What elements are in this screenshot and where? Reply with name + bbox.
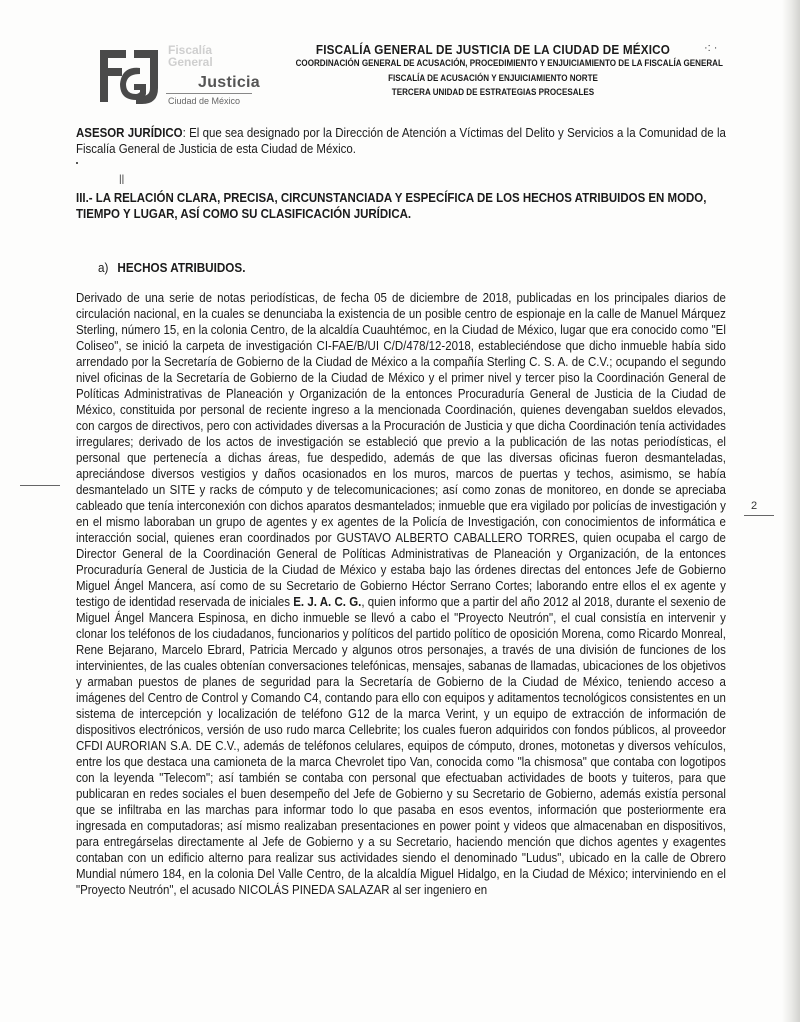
scan-marks: ·: · xyxy=(704,42,718,54)
logo-separator xyxy=(166,93,252,94)
fgj-emblem-icon xyxy=(96,44,164,108)
scan-edge-shadow xyxy=(782,0,800,1022)
witness-initials: E. J. A. C. G. xyxy=(293,594,362,609)
right-margin-line xyxy=(744,515,774,516)
stray-mark xyxy=(76,162,78,164)
subsection-heading xyxy=(98,260,245,275)
header-line-2: FISCALÍA DE ACUSACIÓN Y ENJUICIAMIENTO NORTE xyxy=(388,72,598,84)
asesor-text: : El que sea designado por la Dirección de Atención a Víctimas del Delito y Servicios a la Comunidad de la Fiscalía General de Justicia de esta Ciudad de México. xyxy=(76,125,726,156)
asesor-juridico-paragraph xyxy=(76,125,726,157)
header-title: FISCALÍA GENERAL DE JUSTICIA DE LA CIUDAD DE MÉXICO xyxy=(315,42,671,57)
logo-faded-text: Fiscalía General xyxy=(168,43,213,69)
section-heading: III.- LA RELACIÓN CLARA, PRECISA, CIRCUNSTANCIADA Y ESPECÍFICA DE LOS HECHOS ATRIBUIDOS EN MODO, TIEMPO Y LUGAR, ASÍ COMO SU CLASIFICACIÓN JURÍDICA. xyxy=(76,190,707,221)
subsection-title: HECHOS ATRIBUIDOS. xyxy=(117,260,246,275)
tick-mark: || xyxy=(119,174,125,185)
body-text-part-1: Derivado de una serie de notas periodísticas, de fecha 05 de diciembre de 2018, publicadas en los principales diarios de circulación nacional, en la cuales se denunciaba la existencia de un posible centro de espionaje en la calle de Manuel Márquez Sterling, número 15, en la colonia Centro, de la alcaldía Cuauhtémoc, en la Ciudad de México, lugar que era conocido como "El Coliseo", se inició la carpeta de investigación CI-FAE/B/UI C/D/478/12-2018, estableciéndose que dicho inmueble había sido arrendado por la Secretaría de Gobierno de la Ciudad de México a la compañía Sterling C. S. A. de C.V.; ocupando el segundo nivel oficinas de la Secretaría de Gobierno de la Ciudad de México y el primer nivel y tercer piso la Coordinación General de Políticas Administrativas de Planeación y Organización de la entonces Procuraduría General de Justicia de la Ciudad de México, constituida por personal de reciente ingreso a la mencionada Coordinación, quienes devengaban sueldos elevados, con cargos de directivos, pero con actividades diversas a la Procuración de Justicia y que dicha Coordinación tenía actividades irregulares; derivado de los actos de investigación se estableció que previo a la publicación de las notas periodísticas, el personal que pertenecía a dichas áreas, fue despedido, además de que las diversas oficinas fueron desmanteladas, apreciándose diversos vestigios y daños ocasionados en los muros, marcos de puertas y techos, asimismo, se había desmantelado un SITE y racks de cómputo y de telecomunicaciones; así como zonas de monitoreo, en donde se apreciaba cableado que tenía interconexión con dichos aparatos desmantelados; inmueble que era vigilado por policías de investigación y en el mismo laboraban un grupo de agentes y ex agentes de la Policía de Investigación, con conocimientos de informática e interacción social, quienes eran coordinados por GUSTAVO ALBERTO CABALLERO TORRES, quien ocupaba el cargo de Director General de la Coordinación General de Políticas Administrativas de Planeación y Organización, de la entonces Procuraduría General de Justicia de la Ciudad de México y estaba bajo las órdenes directas del entonces Jefe de Gobierno Miguel Ángel Mancera, así como de su Secretario de Gobierno Héctor Serrano Cortes; laborando entre ellos el ex agente y testigo de identidad reservada de iniciales xyxy=(76,290,726,609)
logo-justicia-word: Justicia xyxy=(198,74,260,91)
asesor-label: ASESOR JURÍDICO xyxy=(76,125,183,140)
body-paragraph xyxy=(76,290,726,898)
logo-subtitle: Ciudad de México xyxy=(168,96,241,106)
body-text-part-2: , quien informo que a partir del año 2012 al 2018, durante el sexenio de Miguel Ángel Mancera Espinosa, en dicho inmueble se llevó a cabo el "Proyecto Neutrón", el cual consistía en intervenir y clonar los teléfonos de los ciudadanos, funcionarios y políticos del partido político de oposición Morena, como Ricardo Monreal, Rene Bejarano, Marcelo Ebrard, Patricia Mercado y algunos otros personajes, a través de una división de funciones de los intervinientes, de las cuales obtenían conversaciones telefónicas, mensajes, sabanas de llamadas, ubicaciones de los objetivos y armaban puestos de planes de seguridad para la Secretaría de Gobierno de la Ciudad de México, teniendo acceso a imágenes del Centro de Control y Comando C4, contando para ello con equipos y aditamentos tecnológicos consistentes en un sistema de intercepción y localización de teléfono G12 de la marca Verint, y un equipo de extracción de información de dispositivos electrónicos, versión de uso rudo marca Cellebrite; los cuales fueron adquiridos con fondos públicos, al proveedor CFDI AURORIAN S.A. DE C.V., además de teléfonos celulares, equipos de cómputo, drones, motonetas y diversos vehículos, entre los que destaca una camioneta de la marca Chevrolet tipo Van, conocida como "la chismosa" que contaba con logotipos con la leyenda "Telecom"; así también se contaba con personal que efectuaban actividades de boots y tuiteros, para que publicaran en redes sociales el buen desempeño del Jefe de Gobierno y su Secretario de Gobierno, además existía personal que se infiltraba en las marchas para informar todo lo que pasaba en esos eventos, información que posteriormente era ingresada en computadoras; así mismo realizaban presentaciones en power point y videos que almacenaban en dispositivos, para entregárselas directamente al Jefe de Gobierno y a su Secretario, haciendo mención que dichos agentes y exagentes contaban con un edificio alterno para realizar sus actividades siendo el denominado "Ludus", ubicado en la calle de Obrero Mundial número 184, en la colonia Del Valle Centro, de la alcaldía Miguel Hidalgo, en la Ciudad de México; interviniendo en el "Proyecto Neutrón", el acusado NICOLÁS PINEDA SALAZAR al ser ingeniero en xyxy=(76,594,726,897)
page-number: 2 xyxy=(751,500,758,512)
left-margin-line xyxy=(20,485,60,486)
header-line-3: TERCERA UNIDAD DE ESTRATEGIAS PROCESALES xyxy=(391,87,595,98)
subsection-label: a) xyxy=(98,260,109,275)
document-header xyxy=(258,42,728,101)
header-line-1: COORDINACIÓN GENERAL DE ACUSACIÓN, PROCEDIMIENTO Y ENJUICIAMIENTO DE LA FISCALÍA GENERAL xyxy=(295,58,723,69)
fgj-logo xyxy=(96,43,260,108)
